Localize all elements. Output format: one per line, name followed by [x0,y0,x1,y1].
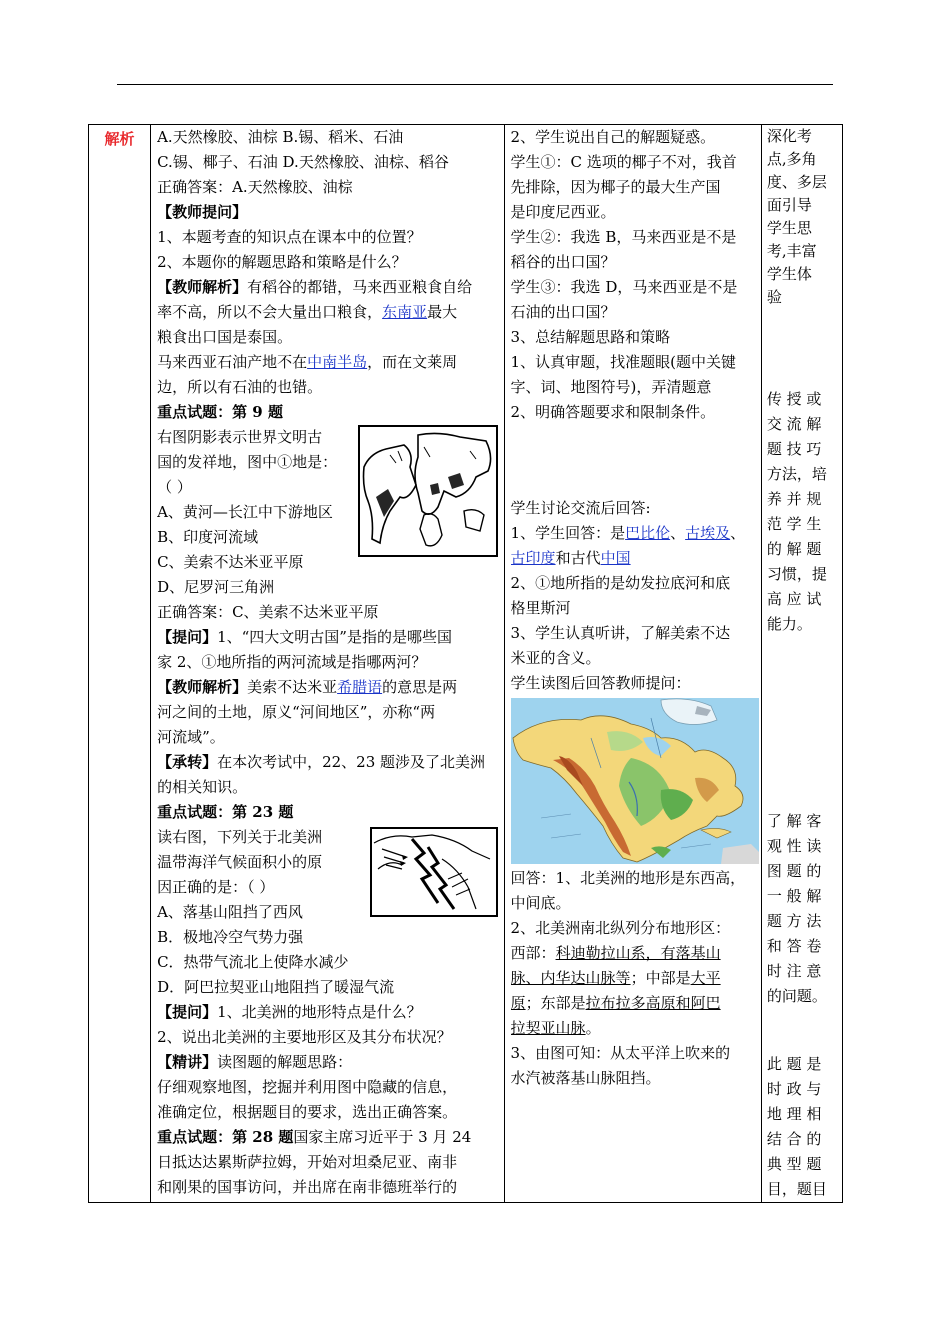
lesson-table [88,124,843,1203]
transition-tag: 【承转】 [157,753,218,771]
intent-line: 时 注 意 [766,962,822,980]
q23-option-a: A、落基山阻挡了西风 [157,903,303,921]
student-line: 中间底。 [510,894,571,912]
landform-text: 科迪勒拉山系，有落基山 [555,944,721,962]
intent-line: 方法，培 [766,465,827,483]
intent-line: 传 授 或 [766,390,822,408]
q23-option-d: D．阿巴拉契亚山地阻挡了暖湿气流 [157,978,395,996]
landform-text: 。 [585,1019,601,1037]
intent-line: 观 性 读 [766,837,822,855]
ancient-egypt-link[interactable]: 古埃及 [685,524,731,542]
intent-line: 一 般 解 [766,887,822,905]
q9-option-a: A、黄河—长江中下游地区 [157,503,333,521]
q23-stem-1: 读右图，下列关于北美洲 [157,828,323,846]
intent-line: 典 型 题 [766,1155,822,1173]
q9-stem-3: （ ） [157,478,192,496]
landform-line-1 [511,941,757,966]
analysis-text: 率不高，所以不会大量出口粮食， [157,303,383,321]
intent-line: 目，题目 [766,1180,827,1198]
analysis-text: 有稻谷的都错，马来西亚粮食自给 [247,278,473,296]
intent-line: 学生思 [766,219,812,237]
student-line: 回答：1、北美洲的地形是东西高， [510,869,746,887]
southeast-asia-link[interactable]: 东南亚 [382,303,428,321]
intent-line: 度、多层 [766,173,827,191]
landform-text: 拉契亚山脉 [510,1019,586,1037]
intent-line: 地 理 相 [766,1105,822,1123]
intent-line: 养 并 规 [766,490,822,508]
q28-line-2: 日抵达达累斯萨拉姆，开始对坦桑尼亚、南非 [157,1153,458,1171]
student-line: 是印度尼西亚。 [510,203,616,221]
oil-text: ，而在文莱周 [367,353,458,371]
world-civilization-map [358,425,498,557]
analysis-line-2 [157,300,499,325]
north-america-terrain-map [511,698,759,864]
q9-stem-2: 国的发祥地，图中①地是： [157,453,338,471]
q23-option-c: C．热带气流北上使降水减少 [157,953,349,971]
student-line: 2、明确答题要求和限制条件。 [510,403,716,421]
intent-line: 深化考 [766,127,812,145]
teacher-ask-heading: 【教师提问】 [157,203,248,221]
q9-option-c: C、美索不达米亚平原 [157,553,304,571]
intent-paragraph-1 [767,125,838,309]
intent-line: 能力。 [766,615,812,633]
north-america-climate-map [370,827,498,917]
student-line: 2、①地所指的是幼发拉底河和底 [510,574,731,592]
landform-line-4 [511,1016,757,1041]
intent-line: 范 学 生 [766,515,822,533]
landform-text: ；中部是 [630,969,691,987]
q28-text: 国家主席习近平于 3 月 24 [293,1128,472,1146]
ask-item-1: 1、本题考查的知识点在课本中的位置？ [157,228,422,246]
intent-line: 的问题。 [766,987,827,1005]
landform-text: 脉、内华达山脉等 [510,969,631,987]
intent-line: 习惯，提 [766,565,827,583]
intent-line: 题 方 法 [766,912,822,930]
indochina-link[interactable]: 中南半岛 [307,353,368,371]
intent-paragraph-3 [767,809,838,1009]
q28-line-3: 和刚果的国事访问，并出席在南非德班举行的 [157,1178,458,1196]
intent-line: 此 题 是 [766,1055,822,1073]
oil-line-1 [157,350,499,375]
jj-line-1 [157,1050,499,1075]
q28-line-1 [157,1125,499,1150]
ask3-line-2: 2、说出北美洲的主要地形区及其分布状况？ [157,1028,452,1046]
student-line: 米亚的含义。 [510,649,601,667]
ana2-line-2: 河之间的土地，原义“河间地区”，亦称“两 [157,703,436,721]
student-line: 学生②：我选 B，马来西亚是不是 [510,228,737,246]
separator: 、 [670,524,686,542]
landform-text: 拉布拉多高原和阿巴 [585,994,721,1012]
student-line: 2、学生说出自己的解题疑惑。 [510,128,716,146]
ask3-text: 1、北美洲的地形特点是什么？ [217,1003,422,1021]
intent-line: 验 [766,288,782,306]
question-options-2: C.锡、椰子、石油 D.天然橡胶、油棕、稻谷 [157,153,449,171]
intent-line: 和 答 卷 [766,937,822,955]
intent-paragraph-2 [767,387,838,637]
label-text: 解析 [104,130,135,148]
q9-title: 重点试题：第 9 题 [157,403,283,421]
q9-stem-1: 右图阴影表示世界文明古 [157,428,323,446]
student-line: 学生①：C 选项的椰子不对，我首 [510,153,737,171]
landform-text: 大平 [690,969,721,987]
student-line: 学生讨论交流后回答: [510,499,651,517]
jj-line-2: 仔细观察地图，挖掘并利用图中隐藏的信息， [157,1078,458,1096]
intent-line: 时 政 与 [766,1080,822,1098]
student-line: 石油的出口国？ [510,303,616,321]
student-line: 格里斯河 [510,599,571,617]
q23-stem-2: 温带海洋气候面积小的原 [157,853,323,871]
transition-line-1 [157,750,499,775]
student-answer-civilizations [511,521,757,546]
oil-text: 马来西亚石油产地不在 [157,353,308,371]
intent-line: 了 解 客 [766,812,822,830]
ana2-line-1 [157,675,499,700]
question-answer: 正确答案：A.天然橡胶、油棕 [157,178,353,196]
teacher-activity-column [151,125,504,1203]
intent-line: 面引导 [766,196,812,214]
landform-line-2 [511,966,757,991]
jj-line-3: 准确定位，根据题目的要求，选出正确答案。 [157,1103,458,1121]
ana2-line-3: 河流域”。 [157,728,225,746]
student-line: 字、词、地图符号)，弄清题意 [510,378,712,396]
oil-line-2: 边，所以有石油的也错。 [157,378,323,396]
intent-line: 点,多角 [766,150,817,168]
q23-stem-3: 因正确的是：（ ） [157,878,275,896]
intent-line: 的 解 题 [766,540,822,558]
ask-item-2: 2、本题你的解题思路和策略是什么？ [157,253,407,271]
student-line: 先排除，因为椰子的最大生产国 [510,178,721,196]
answer-text: 和古代 [555,549,601,567]
answer-text: 1、学生回答：是 [510,524,626,542]
student-line: 水汽被落基山脉阻挡。 [510,1069,661,1087]
analysis-line-3: 粮食出口国是泰国。 [157,328,293,346]
jj-text: 读图题的解题思路： [217,1053,353,1071]
design-intent-column [761,125,842,1203]
analysis-tag: 【教师解析】 [157,278,248,296]
china-link[interactable]: 中国 [600,549,631,567]
landform-text: ；东部是 [525,994,586,1012]
student-line: 3、学生认真听讲，了解美索不达 [510,624,731,642]
ask3-tag: 【提问】 [157,1003,218,1021]
intent-line: 交 流 解 [766,415,822,433]
ana2-tag: 【教师解析】 [157,678,248,696]
landform-line-3 [511,991,757,1016]
header-rule [117,84,833,85]
greek-link[interactable]: 希腊语 [337,678,383,696]
intent-line: 高 应 试 [766,590,822,608]
intent-line: 考,丰富 [766,242,817,260]
transition-line-2: 的相关知识。 [157,778,248,796]
intent-line: 图 题 的 [766,862,822,880]
ask2-tag: 【提问】 [157,628,218,646]
ana2-text: 的意思是两 [382,678,458,696]
intent-line: 题 技 巧 [766,440,822,458]
q9-answer: 正确答案：C、美索不达米亚平原 [157,603,379,621]
intent-paragraph-4 [767,1052,838,1202]
q9-option-b: B、印度河流域 [157,528,259,546]
ask2-text: 1、“四大文明古国”是指的是哪些国 [217,628,452,646]
q23-option-b: B．极地冷空气势力强 [157,928,304,946]
student-answer-civilizations-2 [511,546,757,571]
student-line: 学生读图后回答教师提问： [510,674,691,692]
analysis-paragraph [157,275,499,300]
q9-option-d: D、尼罗河三角洲 [157,578,275,596]
student-line: 2、北美洲南北纵列分布地形区： [510,919,731,937]
intent-line: 结 合 的 [766,1130,822,1148]
section-label [89,125,151,1203]
student-activity-column [504,125,761,1203]
q28-title: 重点试题：第 28 题 [157,1128,294,1146]
ana2-text: 美索不达米亚 [247,678,338,696]
ask2-line-1 [157,625,499,650]
jj-tag: 【精讲】 [157,1053,218,1071]
landform-text: 西部： [510,944,556,962]
student-line: 学生③：我选 D，马来西亚是不是 [510,278,738,296]
student-line: 3、总结解题思路和策略 [510,328,671,346]
student-line: 3、由图可知：从太平洋上吹来的 [510,1044,731,1062]
ancient-india-link[interactable]: 古印度 [510,549,556,567]
student-line: 稻谷的出口国？ [510,253,616,271]
q23-title: 重点试题：第 23 题 [157,803,294,821]
question-options-1: A.天然橡胶、油棕 B.锡、稻米、石油 [157,128,404,146]
babylon-link[interactable]: 巴比伦 [625,524,671,542]
separator: 、 [730,524,746,542]
transition-text: 在本次考试中，22、23 题涉及了北美洲 [217,753,486,771]
ask3-line-1 [157,1000,499,1025]
student-line: 1、认真审题，找准题眼(题中关键 [510,353,736,371]
analysis-text: 最大 [427,303,458,321]
intent-line: 学生体 [766,265,812,283]
landform-text: 原 [510,994,526,1012]
ask2-line-2: 家 2、①地所指的两河流域是指哪两河？ [157,653,427,671]
